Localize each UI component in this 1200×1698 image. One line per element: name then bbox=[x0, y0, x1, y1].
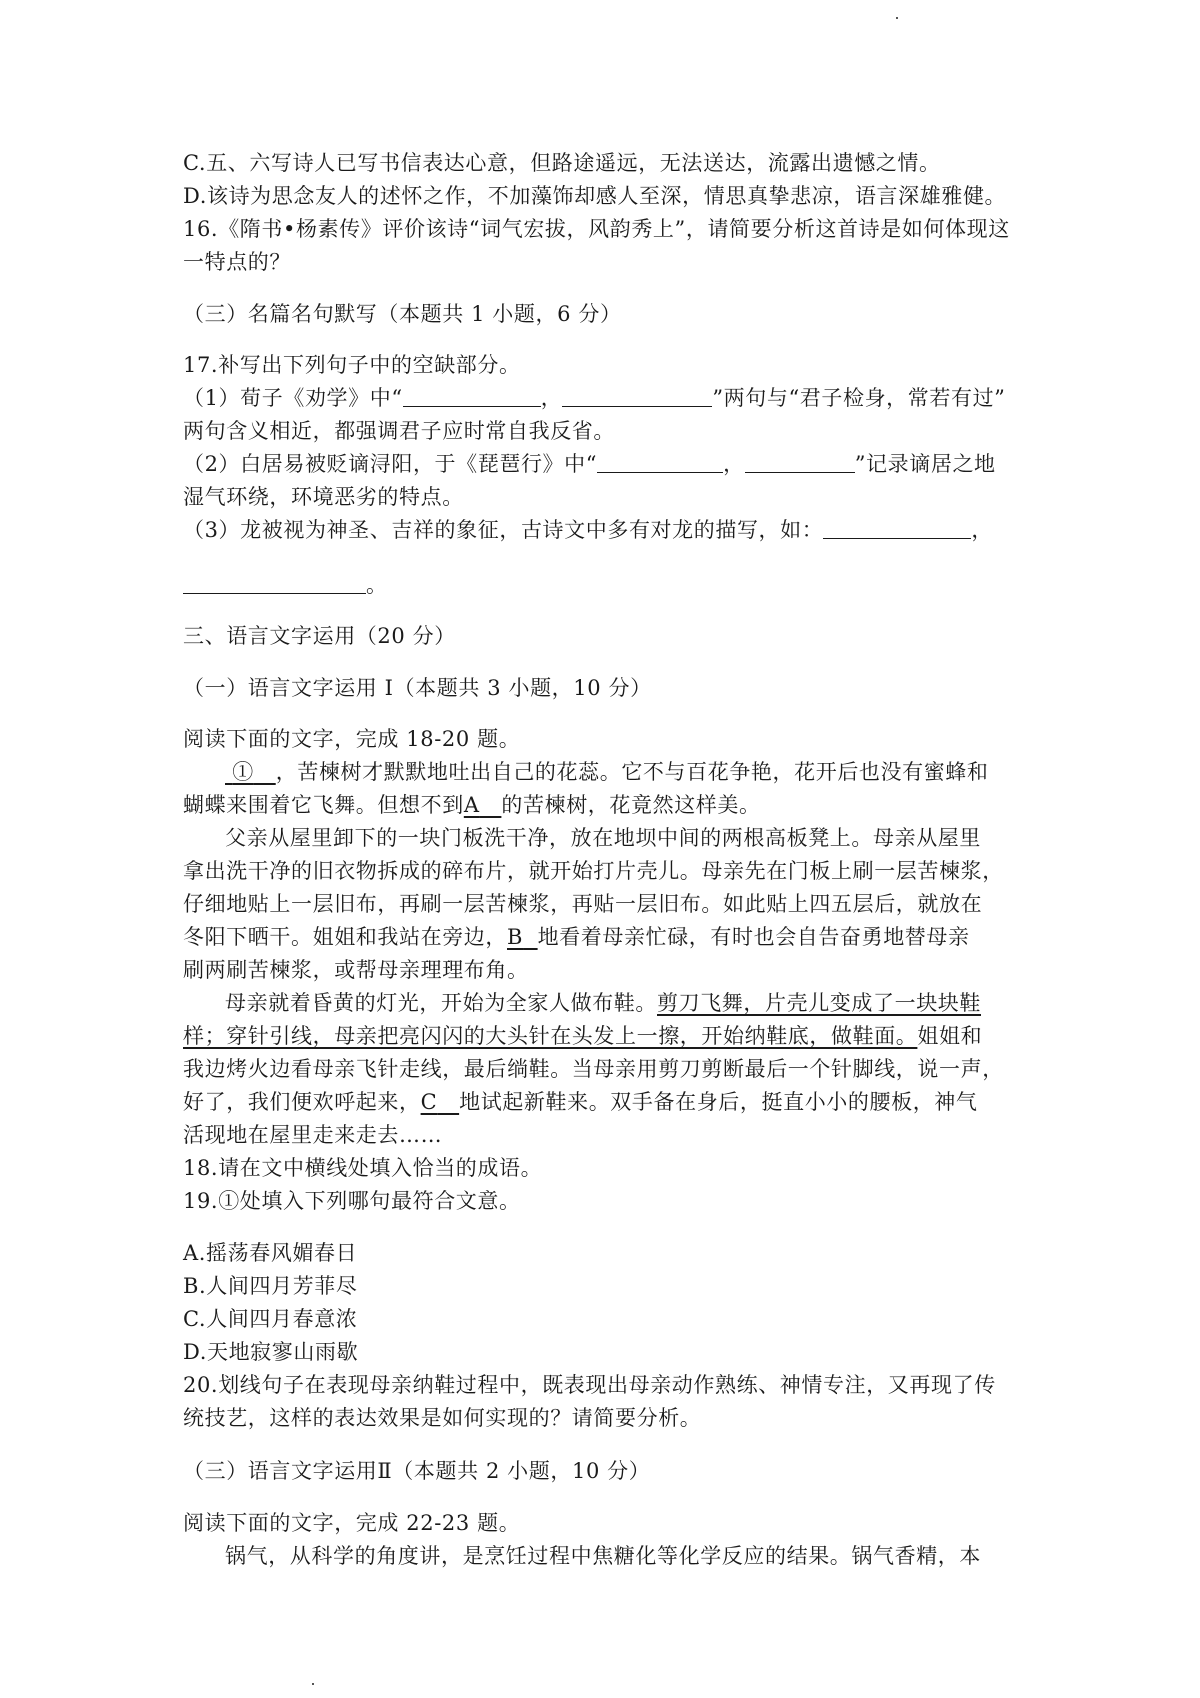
fill-blank[interactable] bbox=[562, 386, 712, 407]
underlined-sentence: 样；穿针引线，母亲把亮闪闪的大头针在头发上一擦，开始纳鞋底，做鞋面。 bbox=[183, 1024, 918, 1048]
fill-blank[interactable] bbox=[823, 518, 971, 539]
question-17-1-line1: （1）荀子《劝学》中“ ， ”两句与“君子检身，常若有过” bbox=[183, 386, 1006, 410]
passage-p3-line5: 活现地在屋里走来走去…… bbox=[183, 1123, 443, 1147]
option-c-q15: C.五、六写诗人已写书信表达心意，但路途遥远，无法送达，流露出遗憾之情。 bbox=[183, 151, 941, 175]
question-16-line1: 16.《隋书•杨素传》评价该诗“词气宏拔，风韵秀上”，请简要分析这首诗是如何体现这 bbox=[183, 217, 1010, 241]
passage-p1-line2: 蝴蝶来围着它飞舞。但想不到A 的苦楝树，花竟然这样美。 bbox=[183, 793, 761, 817]
question-17: 17.补写出下列句子中的空缺部分。 bbox=[183, 353, 521, 377]
fill-blank[interactable] bbox=[745, 452, 855, 473]
blank-slot-a: A bbox=[463, 793, 480, 817]
section-heading-language-1: （一）语言文字运用 I（本题共 3 小题，10 分） bbox=[183, 676, 652, 700]
blank-slot-1: ① bbox=[232, 760, 254, 784]
question-18: 18.请在文中横线处填入恰当的成语。 bbox=[183, 1156, 543, 1180]
passage-p3-line4: 好了，我们便欢呼起来，C 地试起新鞋来。双手备在身后，挺直小小的腰板，神气 bbox=[183, 1090, 978, 1114]
passage-p3-line2: 样；穿针引线，母亲把亮闪闪的大头针在头发上一擦，开始纳鞋底，做鞋面。姐姐和 bbox=[183, 1024, 983, 1048]
part-three-heading: 三、语言文字运用（20 分） bbox=[183, 624, 456, 648]
scan-speck bbox=[312, 1683, 314, 1685]
fill-blank[interactable] bbox=[597, 452, 723, 473]
section-heading-language-2: （三）语言文字运用Ⅱ（本题共 2 小题，10 分） bbox=[183, 1459, 651, 1483]
question-16-line2: 一特点的？ bbox=[183, 250, 291, 274]
reading-instruction-18-20: 阅读下面的文字，完成 18-20 题。 bbox=[183, 727, 521, 751]
section-heading-famous-lines: （三）名篇名句默写（本题共 1 小题，6 分） bbox=[183, 302, 622, 326]
passage-p1-line1: ① ，苦楝树才默默地吐出自己的花蕊。它不与百花争艳，花开后也没有蜜蜂和 bbox=[225, 757, 1065, 787]
option-a-q19: A.摇荡春风媚春日 bbox=[183, 1241, 358, 1265]
passage-p2-line5: 刷两刷苦楝浆，或帮母亲理理布角。 bbox=[183, 958, 529, 982]
passage-p4-line1: 锅气，从科学的角度讲，是烹饪过程中焦糖化等化学反应的结果。锅气香精，本 bbox=[225, 1544, 981, 1568]
passage-p3-line3: 我边烤火边看母亲飞针走线，最后绱鞋。当母亲用剪刀剪断最后一个针脚线，说一声， bbox=[183, 1057, 1004, 1081]
question-17-2-line1: （2）白居易被贬谪浔阳，于《琵琶行》中“ ， ”记录谪居之地 bbox=[183, 452, 996, 476]
question-17-2-line2: 湿气环绕，环境恶劣的特点。 bbox=[183, 485, 464, 509]
option-c-q19: C.人间四月春意浓 bbox=[183, 1307, 358, 1331]
question-19: 19.①处填入下列哪句最符合文意。 bbox=[183, 1189, 521, 1213]
question-20-line2: 统技艺，这样的表达效果是如何实现的？请简要分析。 bbox=[183, 1406, 702, 1430]
reading-instruction-22-23: 阅读下面的文字，完成 22-23 题。 bbox=[183, 1511, 521, 1535]
passage-p3-line1: 母亲就着昏黄的灯光，开始为全家人做布鞋。剪刀飞舞，片壳儿变成了一块块鞋 bbox=[225, 991, 981, 1015]
option-b-q19: B.人间四月芳菲尽 bbox=[183, 1274, 358, 1298]
blank-slot-c: C bbox=[420, 1090, 438, 1114]
question-20-line1: 20.划线句子在表现母亲纳鞋过程中，既表现出母亲动作熟练、神情专注，又再现了传 bbox=[183, 1373, 996, 1397]
fill-blank[interactable] bbox=[183, 573, 366, 594]
question-17-3-line1: （3）龙被视为神圣、吉祥的象征，古诗文中多有对龙的描写，如： ， bbox=[183, 518, 993, 542]
fill-blank[interactable] bbox=[403, 386, 541, 407]
passage-p2-line4: 冬阳下晒干。姐姐和我站在旁边，B 地看着母亲忙碌，有时也会自告奋勇地替母亲 bbox=[183, 925, 970, 949]
question-17-1-line2: 两句含义相近，都强调君子应时常自我反省。 bbox=[183, 419, 615, 443]
option-d-q15: D.该诗为思念友人的述怀之作，不加藻饰却感人至深，情思真挚悲凉，语言深雄雅健。 bbox=[183, 184, 1007, 208]
scan-speck bbox=[896, 17, 898, 19]
passage-p2-line3: 仔细地贴上一层旧布，再刷一层苦楝浆，再贴一层旧布。如此贴上四五层后，就放在 bbox=[183, 892, 983, 916]
question-17-3-line2: 。 bbox=[183, 570, 1023, 600]
blank-slot-b: B bbox=[507, 925, 524, 949]
passage-p2-line1: 父亲从屋里卸下的一块门板洗干净，放在地坝中间的两根高板凳上。母亲从屋里 bbox=[225, 826, 981, 850]
option-d-q19: D.天地寂寥山雨歇 bbox=[183, 1340, 359, 1364]
passage-p2-line2: 拿出洗干净的旧衣物拆成的碎布片，就开始打片壳儿。母亲先在门板上刷一层苦楝浆， bbox=[183, 859, 1004, 883]
underlined-sentence: 剪刀飞舞，片壳儿变成了一块块鞋 bbox=[657, 991, 981, 1015]
